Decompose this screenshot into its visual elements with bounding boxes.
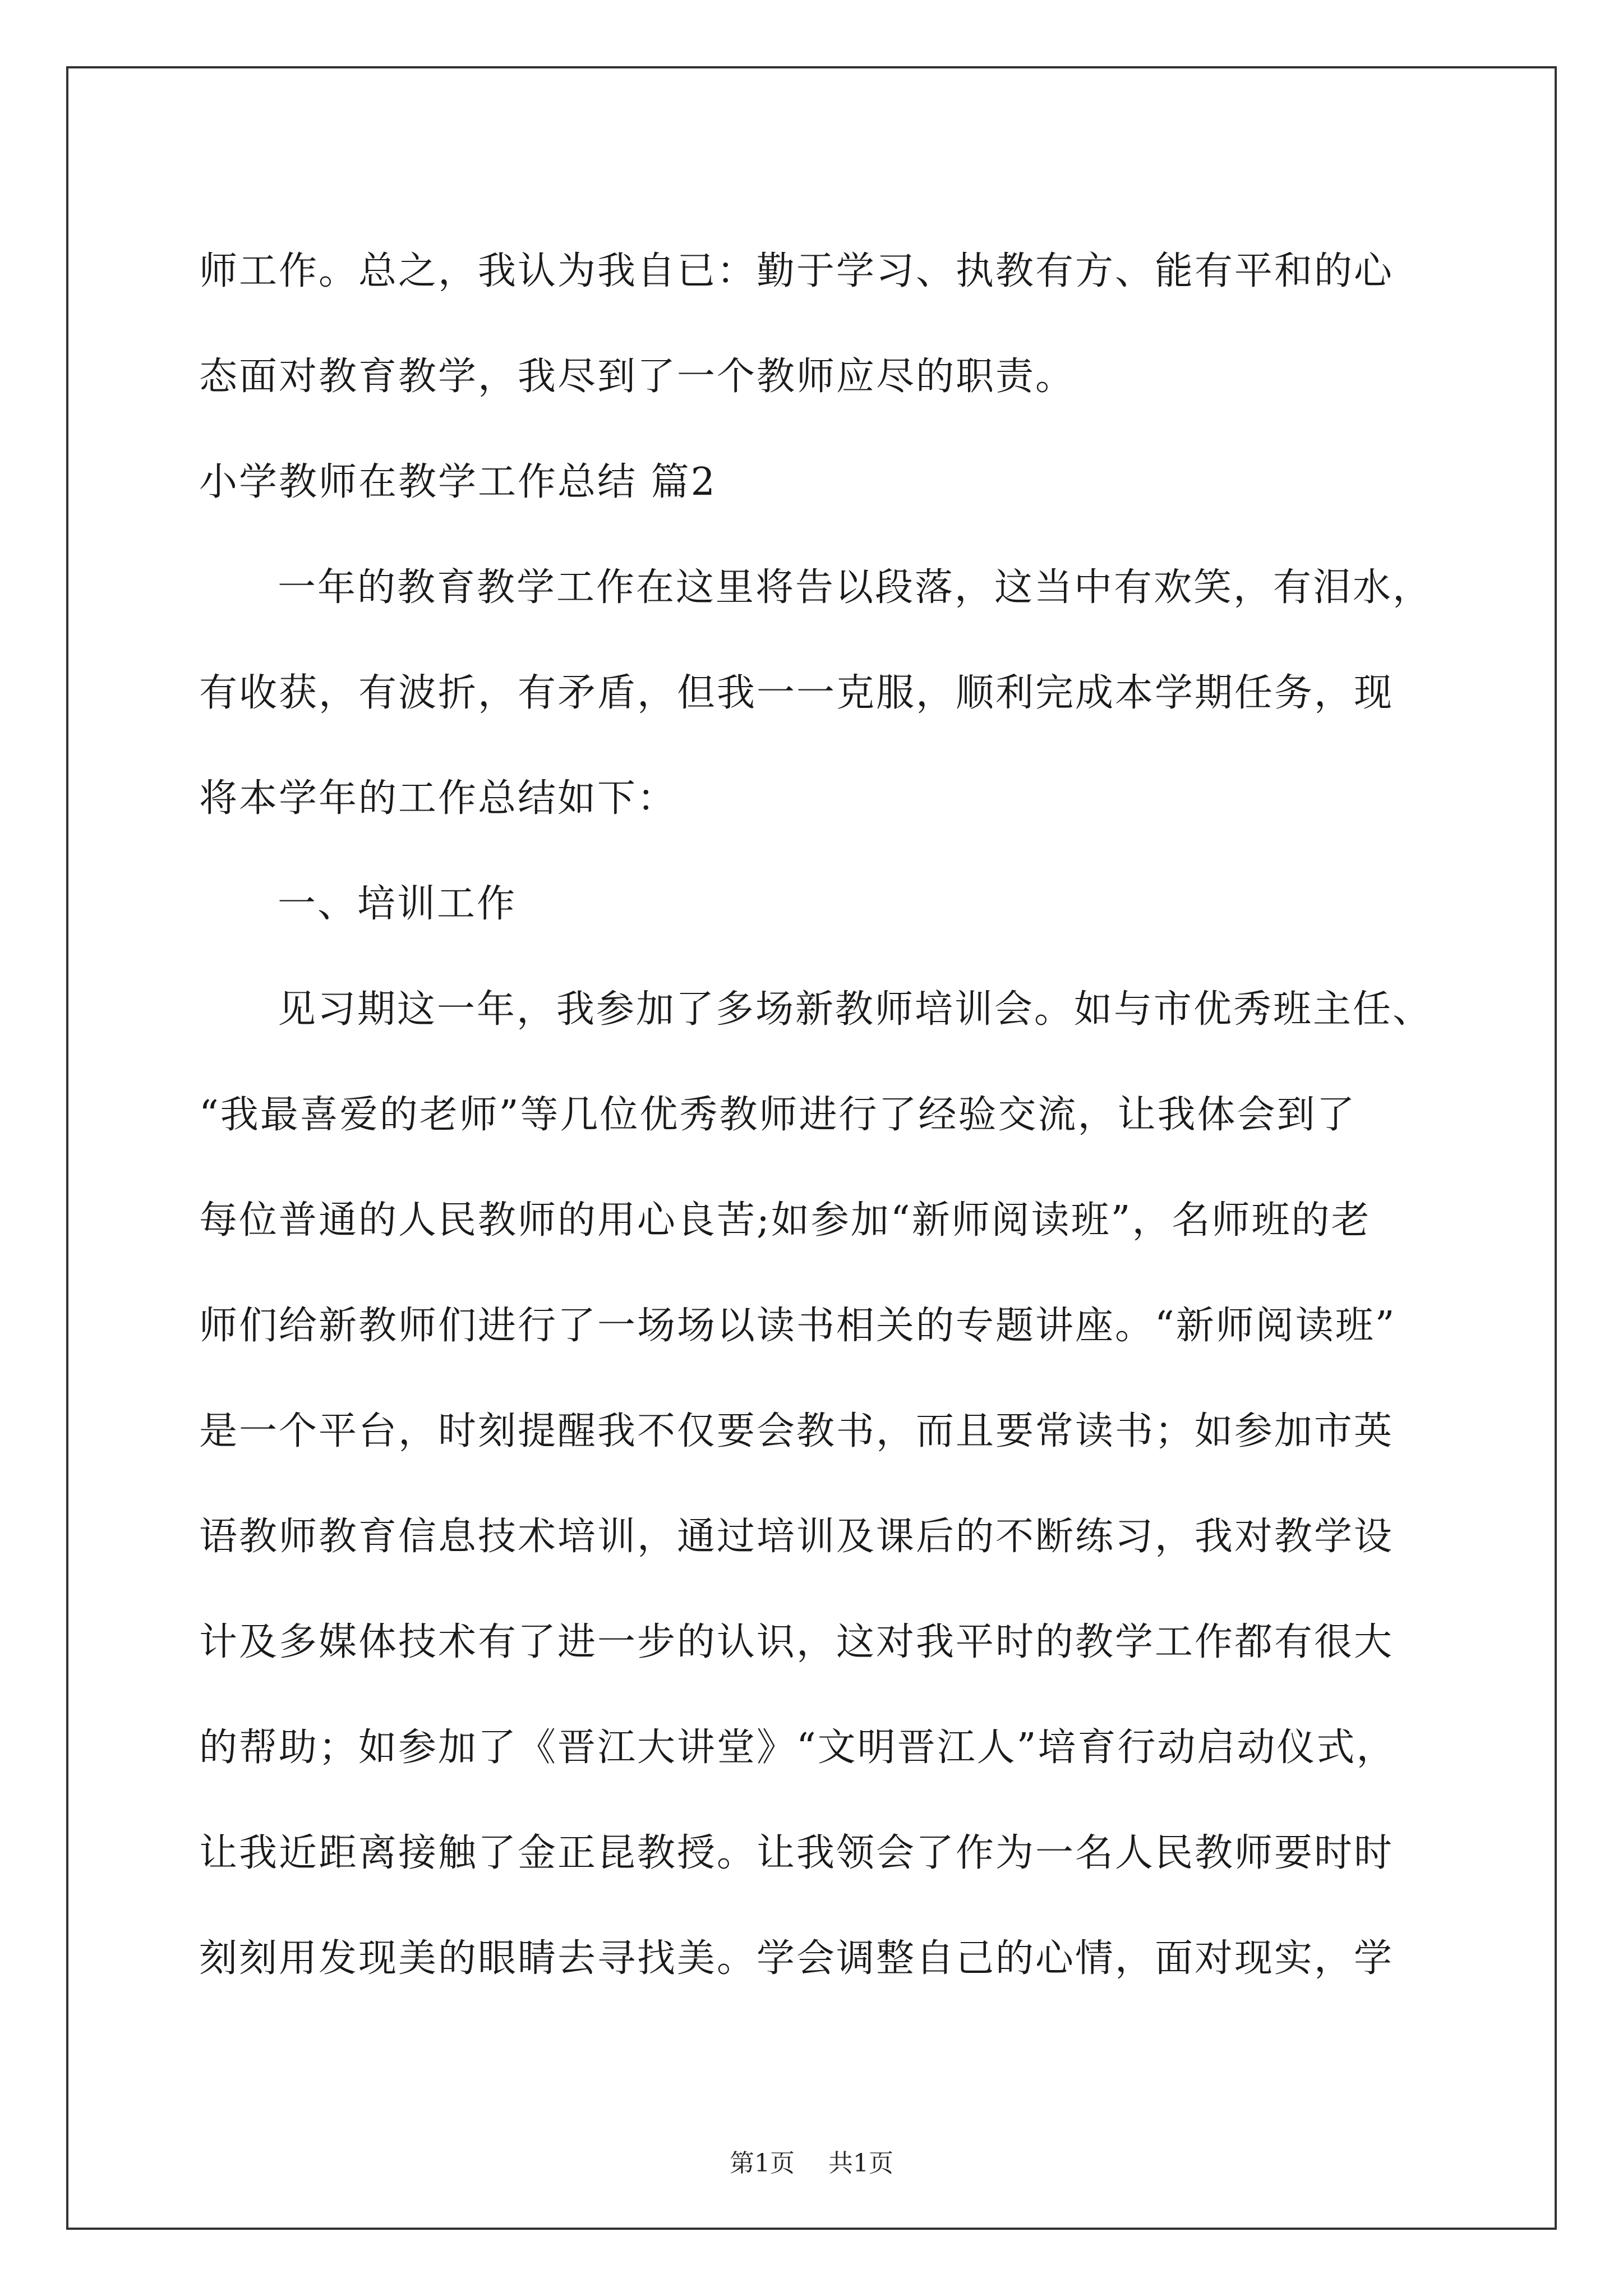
text-line-8: 见习期这一年，我参加了多场新教师培训会。如与市优秀班主任、	[278, 987, 1433, 1032]
text-line-13: 语教师教育信息技术培训，通过培训及课后的不断练习，我对教学设	[199, 1515, 1394, 1559]
text-line-2: 态面对教育教学，我尽到了一个教师应尽的职责。	[199, 355, 1076, 399]
text-line-16: 让我近距离接触了金正昆教授。让我领会了作为一名人民教师要时时	[199, 1831, 1394, 1875]
document-body	[199, 219, 1433, 2012]
page-number: 第1页	[730, 2149, 795, 2178]
text-line-17: 刻刻用发现美的眼睛去寻找美。学会调整自己的心情，面对现实，学	[199, 1936, 1394, 1981]
text-line-12: 是一个平台，时刻提醒我不仅要会教书，而且要常读书；如参加市英	[199, 1409, 1394, 1453]
text-line-11: 师们给新教师们进行了一场场以读书相关的专题讲座。“新师阅读班”	[199, 1304, 1396, 1348]
page-total: 共1页	[828, 2149, 893, 2178]
text-line-6: 将本学年的工作总结如下：	[199, 776, 677, 821]
subheading-training: 一、培训工作	[278, 882, 517, 926]
text-line-10: 每位普通的人民教师的用心良苦;如参加“新师阅读班”，名师班的老	[199, 1198, 1371, 1243]
text-line-5: 有收获，有波折，有矛盾，但我一一克服，顺利完成本学期任务，现	[199, 671, 1394, 715]
text-line-9: “我最喜爱的老师”等几位优秀教师进行了经验交流，让我体会到了	[199, 1093, 1357, 1137]
text-line-1: 师工作。总之，我认为我自已：勤于学习、执教有方、能有平和的心	[199, 249, 1394, 293]
section-heading: 小学教师在教学工作总结 篇2	[199, 460, 717, 504]
text-line-15: 的帮助；如参加了《晋江大讲堂》“文明晋江人”培育行动启动仪式，	[199, 1726, 1396, 1770]
text-line-4: 一年的教育教学工作在这里将告以段落，这当中有欢笑，有泪水，	[278, 565, 1433, 610]
page-footer	[0, 2143, 1623, 2179]
text-line-14: 计及多媒体技术有了进一步的认识，这对我平时的教学工作都有很大	[199, 1620, 1394, 1664]
